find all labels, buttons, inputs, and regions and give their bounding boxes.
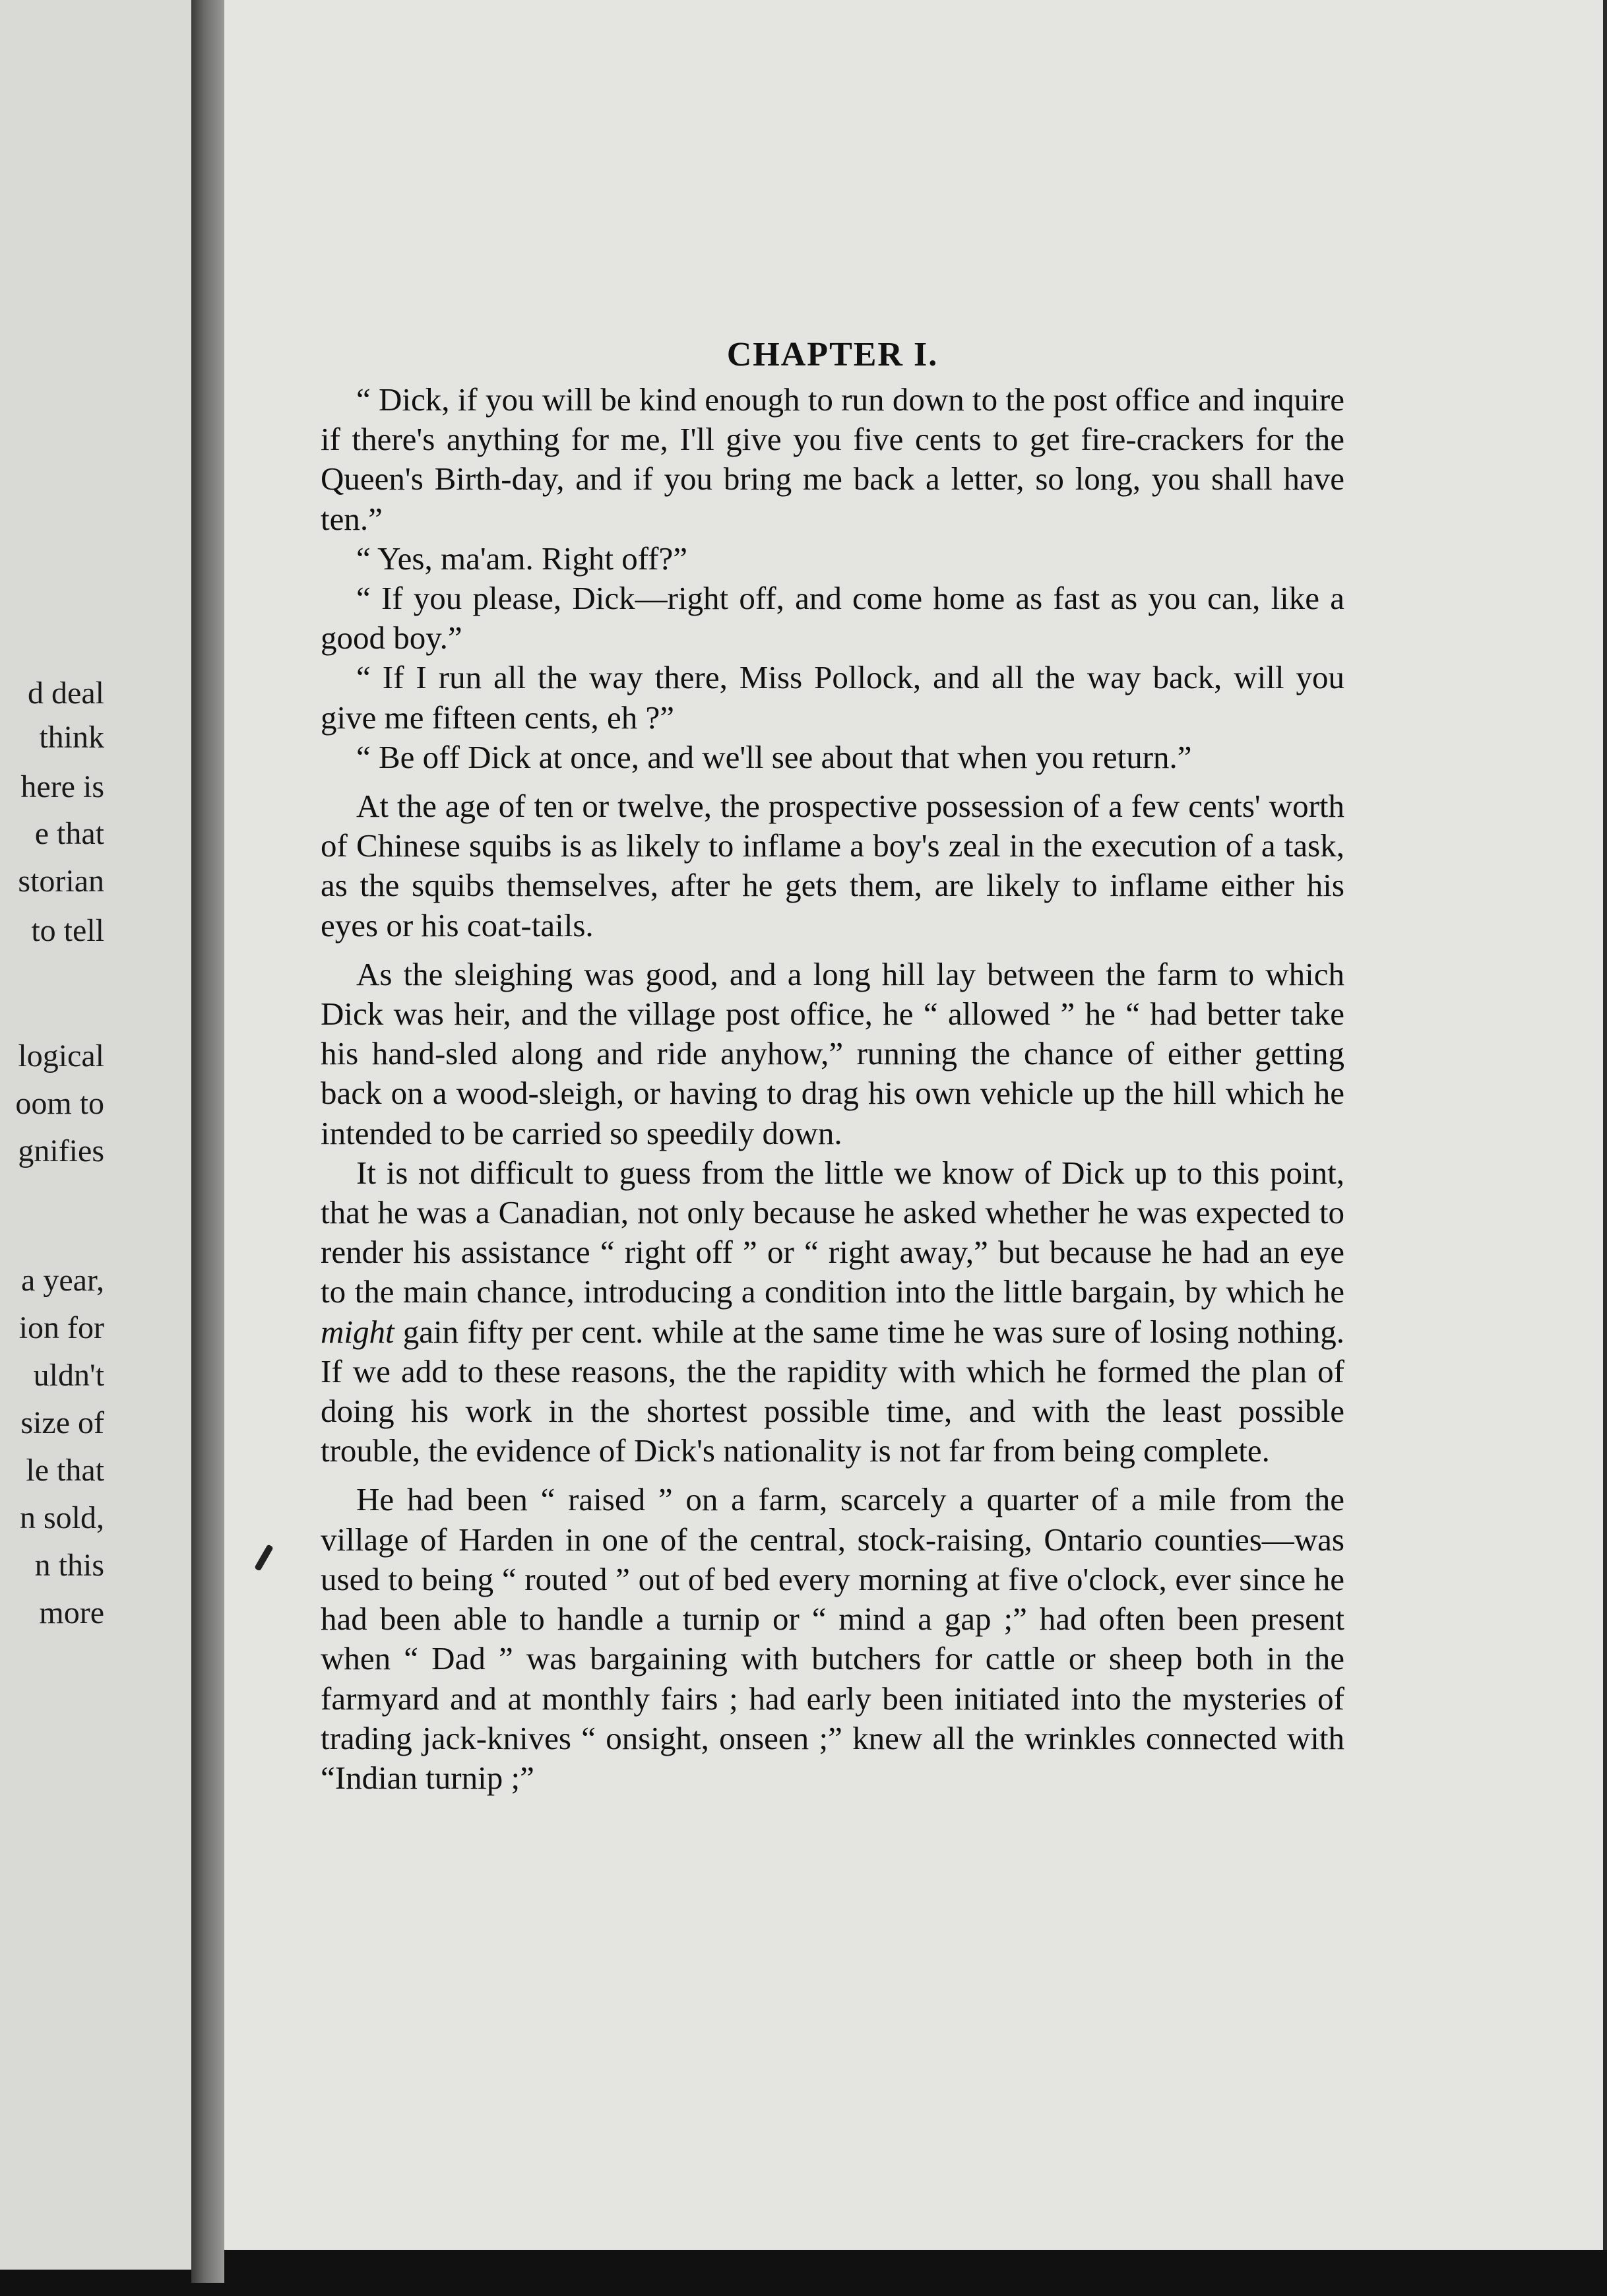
- paragraph: “ Dick, if you will be kind enough to run down to the post office and inquire if there's anything for me, I'll give you five cents to get fire-crackers for the Queen's Birth-day, and if you bring me back a letter, so long, you shall have ten.”: [321, 381, 1344, 537]
- left-fragment: storian: [18, 864, 104, 899]
- left-fragment: uldn't: [33, 1358, 104, 1393]
- left-fragment: n this: [34, 1548, 104, 1583]
- paragraph: As the sleighing was good, and a long hill lay between the farm to which Dick was heir, and the village post office, he “ allowed ” he “ had better take his hand-sled along and ride anyhow,” running the chance of either getting back on a wood-sleigh, or having to drag his own vehicle up the hill which he intended to be carried so speedily down.: [321, 955, 1344, 1151]
- italic-word: might: [321, 1313, 394, 1350]
- paragraph: At the age of ten or twelve, the prospective possession of a few cents' worth of Chinese squibs is as likely to inflame a boy's zeal in the execution of a task, as the squibs themselves, after he gets them, are likely to inflame either his eyes or his coat-tails.: [321, 788, 1344, 943]
- left-fragment: e that: [34, 816, 104, 851]
- left-fragment: gnifies: [18, 1133, 104, 1168]
- page-text: [321, 334, 1344, 1798]
- left-fragment: d deal: [28, 676, 104, 711]
- paragraph: “ If you please, Dick—right off, and come home as fast as you can, like a good boy.”: [321, 580, 1344, 656]
- book-gutter: [191, 0, 224, 2283]
- paragraph: “ Be off Dick at once, and we'll see about that when you return.”: [356, 738, 1192, 775]
- left-fragment: ion for: [18, 1310, 104, 1345]
- paragraph: “ Yes, ma'am. Right off?”: [356, 540, 687, 577]
- left-facing-page: [0, 0, 191, 2270]
- ink-speck: [254, 1544, 274, 1571]
- left-fragment: n sold,: [19, 1500, 104, 1535]
- left-fragment: size of: [20, 1405, 104, 1440]
- paragraph: It is not difficult to guess from the little we know of Dick up to this point, that he was a Canadian, not only because he asked whether he was expected to render his assistance “ right off ” or “ right away,” but because he had an eye to the main chance, introducing a condition into the little bargain, by which he might gain fifty per cent. while at the same time he was sure of losing nothing. If we add to these reasons, the the rapidity with which he formed the plan of doing his work in the shortest possible time, and with the least possible trouble, the evidence of Dick's nationality is not far from being complete.: [321, 1154, 1344, 1469]
- left-fragment: logical: [18, 1038, 104, 1073]
- left-fragment: to tell: [31, 913, 104, 948]
- paragraph: “ If I run all the way there, Miss Pollock, and all the way back, will you give me fifteen cents, eh ?”: [321, 659, 1344, 736]
- left-fragment: oom to: [15, 1086, 104, 1121]
- paragraph: He had been “ raised ” on a farm, scarcely a quarter of a mile from the village of Harden in one of the central, stock-raising, Ontario counties—was used to being “ routed ” out of bed every morning at five o'clock, ever since he had been able to handle a turnip or “ mind a gap ;” had often been present when “ Dad ” was bargaining with butchers for cattle or sheep both in the farmyard and at monthly fairs ; had early been initiated into the mysteries of trading jack-knives “ onsight, onseen ;” knew all the wrinkles connected with “Indian turnip ;”: [321, 1481, 1344, 1796]
- left-fragment: think: [39, 720, 104, 755]
- left-fragment: a year,: [21, 1263, 104, 1298]
- left-fragment: more: [39, 1595, 104, 1630]
- left-fragment: here is: [20, 769, 104, 804]
- left-fragment: le that: [26, 1453, 104, 1488]
- chapter-title: CHAPTER I.: [726, 336, 939, 373]
